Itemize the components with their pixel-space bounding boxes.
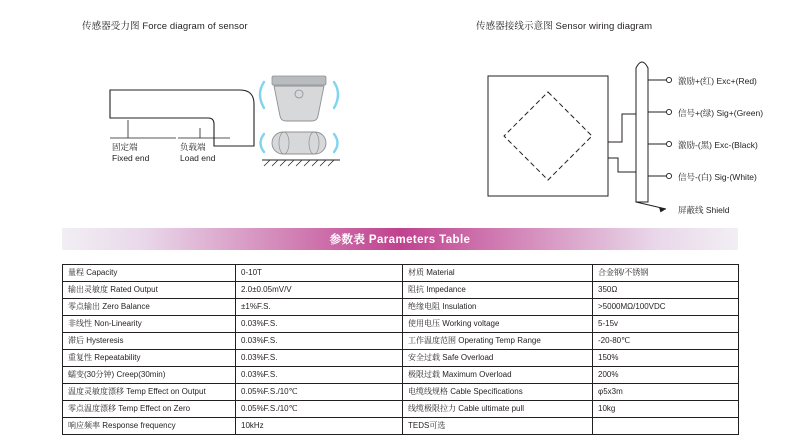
param-value-right: φ5x3m <box>593 384 739 401</box>
sensor-pictogram-graphic <box>246 72 356 188</box>
param-name-right: 材质 Material <box>403 265 593 282</box>
param-value-right: 350Ω <box>593 282 739 299</box>
param-name-left: 零点输出 Zero Balance <box>63 299 236 316</box>
parameters-banner <box>62 228 738 250</box>
param-value-right: 150% <box>593 350 739 367</box>
wire-label-sig-pos: 信号+(绿) Sig+(Green) <box>678 108 764 118</box>
param-name-left: 量程 Capacity <box>63 265 236 282</box>
table-row <box>63 350 739 367</box>
param-name-left: 输出灵敏度 Rated Output <box>63 282 236 299</box>
wiring-diagram <box>470 54 790 219</box>
load-end-label <box>180 142 215 164</box>
sensor-side-view <box>261 132 341 166</box>
param-value-left: 0.03%F.S. <box>236 350 403 367</box>
param-value-left: ±1%F.S. <box>236 299 403 316</box>
param-name-left: 重复性 Repeatability <box>63 350 236 367</box>
parameters-table-body <box>63 265 739 435</box>
table-row <box>63 367 739 384</box>
param-name-left: 蠕变(30分钟) Creep(30min) <box>63 367 236 384</box>
param-value-right: -20-80℃ <box>593 333 739 350</box>
param-name-right: 绝缘电阻 Insulation <box>403 299 593 316</box>
param-name-left: 响应频率 Response frequency <box>63 418 236 435</box>
force-diagram <box>80 70 410 200</box>
param-value-right: 5-15v <box>593 316 739 333</box>
param-name-right: 工作温度范围 Operating Temp Range <box>403 333 593 350</box>
param-value-right: 合金钢/不锈钢 <box>593 265 739 282</box>
param-value-left: 0.05%F.S./10℃ <box>236 384 403 401</box>
parameters-table <box>62 264 739 435</box>
table-row <box>63 384 739 401</box>
param-value-left: 10kHz <box>236 418 403 435</box>
wiring-diagram-heading: 传感器接线示意图 Sensor wiring diagram <box>476 21 653 32</box>
param-name-right: 电缆线规格 Cable Specifications <box>403 384 593 401</box>
param-name-left: 非线性 Non-Linearity <box>63 316 236 333</box>
sensor-pictogram <box>246 72 356 188</box>
wire-label-shield: 屏蔽线 Shield <box>678 205 730 215</box>
force-diagram-heading: 传感器受力图 Force diagram of sensor <box>82 21 248 32</box>
table-row <box>63 282 739 299</box>
param-value-left: 0.03%F.S. <box>236 333 403 350</box>
fixed-end-label-cn: 固定端 <box>112 142 138 152</box>
param-value-left: 2.0±0.05mV/V <box>236 282 403 299</box>
param-value-right: 200% <box>593 367 739 384</box>
table-row <box>63 265 739 282</box>
param-value-right: 10kg <box>593 401 739 418</box>
param-name-right: 线缆极限拉力 Cable ultimate pull <box>403 401 593 418</box>
param-value-left: 0.03%F.S. <box>236 316 403 333</box>
table-row <box>63 333 739 350</box>
parameters-banner-text: 参数表 Parameters Table <box>329 234 471 246</box>
param-value-right: >5000MΩ/100VDC <box>593 299 739 316</box>
param-value-left: 0.05%F.S./10℃ <box>236 401 403 418</box>
fixed-end-label <box>112 142 149 164</box>
table-row <box>63 401 739 418</box>
param-value-left: 0-10T <box>236 265 403 282</box>
param-name-right: TEDS可选 <box>403 418 593 435</box>
param-name-left: 零点温度漂移 Temp Effect on Zero <box>63 401 236 418</box>
param-name-left: 滞后 Hysteresis <box>63 333 236 350</box>
load-end-label-en: Load end <box>180 153 216 163</box>
param-name-right: 安全过载 Safe Overload <box>403 350 593 367</box>
wire-label-exc-neg: 激励-(黑) Exc-(Black) <box>678 140 758 150</box>
wire-label-sig-neg: 信号-(白) Sig-(White) <box>678 172 757 182</box>
param-name-right: 极限过载 Maximum Overload <box>403 367 593 384</box>
table-row <box>63 418 739 435</box>
fixed-end-label-en: Fixed end <box>112 153 150 163</box>
param-name-right: 使用电压 Working voltage <box>403 316 593 333</box>
table-row <box>63 299 739 316</box>
wire-label-exc-pos: 激励+(红) Exc+(Red) <box>678 76 757 86</box>
sensor-top-view <box>260 76 338 121</box>
param-name-right: 阻抗 Impedance <box>403 282 593 299</box>
param-value-right <box>593 418 739 435</box>
load-end-label-cn: 负载端 <box>180 142 206 152</box>
table-row <box>63 316 739 333</box>
param-name-left: 温度灵敏度漂移 Temp Effect on Output <box>63 384 236 401</box>
param-value-left: 0.03%F.S. <box>236 367 403 384</box>
